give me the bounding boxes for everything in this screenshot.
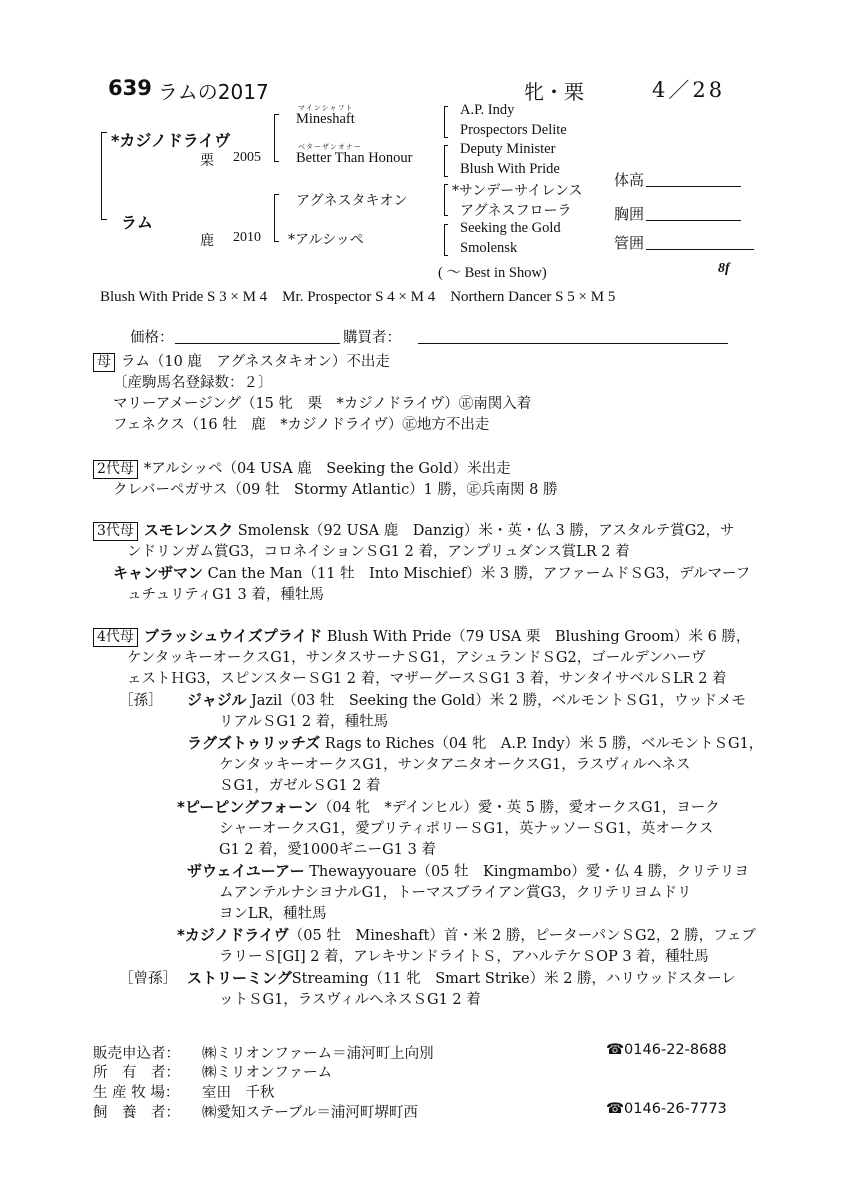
dam-sire: アグネスタキオン — [296, 193, 408, 209]
page-date: 4／28 — [652, 78, 726, 102]
breeder-label: 生 産 牧 場： — [93, 1085, 180, 1101]
dd-dam: Smolensk — [460, 240, 518, 256]
sire-sire-ruby: マインシャフト — [298, 104, 354, 112]
fourth-dam-section — [93, 626, 763, 1011]
chest-label: 胸囲 — [614, 205, 645, 223]
fourth-dam-line2: ケンタッキーオークスG1，サンタスサーナＳG1，アシュランドＳG2，ゴールデンハーヴ — [127, 650, 706, 666]
family-note: ( ～ Best in Show) — [438, 265, 547, 281]
g3-name: *ピーピングフォーン — [177, 798, 318, 816]
dam-dam: *アルシッペ — [288, 232, 364, 248]
seller-tel: ☎0146-22-8688 — [606, 1042, 727, 1058]
greatgrand-label: ［曾孫］ — [119, 971, 177, 987]
sd-dam: Blush With Pride — [460, 161, 560, 177]
second-dam-box-label: 2代母 — [93, 460, 138, 479]
g4-line1: Thewayyouare（05 牡 Kingmambo）愛・仏 4 勝，クリテリヨ — [309, 864, 749, 880]
brace-dd — [444, 224, 448, 256]
breeder: 室田 千秋 — [202, 1085, 275, 1101]
ss-dam: Prospectors Delite — [460, 122, 567, 138]
g1-line2: リアルＳG1 2 着，種牡馬 — [219, 714, 389, 730]
lot-number: 639 — [108, 76, 152, 100]
g5-line1: （05 牡 Mineshaft）首・米 2 勝，ピーターパンＳG2，2 勝，フェブ — [288, 928, 756, 944]
ds-sire: *サンデーサイレンス — [452, 183, 583, 199]
second-dam-section — [93, 459, 557, 501]
gg1-line2: ットＳG1，ラスヴィルヘネスＳG1 2 着 — [219, 992, 481, 1008]
third-dam-line2: ンドリンガム賞G3，コロネイションＳG1 2 着，アンプリュダンス賞LR 2 着 — [127, 544, 630, 560]
fourth-dam-line1: Blush With Pride（79 USA 栗 Blushing Groom）米 6 勝， — [326, 629, 751, 645]
height-label: 体高 — [614, 171, 645, 189]
third-dam-name: スモレンスク — [143, 521, 234, 539]
dam-registered-count: 〔産駒馬名登録数：２〕 — [113, 375, 273, 391]
sex-color: 牝・栗 — [524, 80, 584, 104]
owner: ㈱ミリオンファーム — [202, 1065, 333, 1081]
dam-year: 2010 — [233, 230, 261, 245]
g1-name: ジャジル — [187, 691, 247, 709]
third-dam-sub-name: キャンザマン — [113, 564, 204, 582]
brace-sire — [274, 114, 279, 162]
dam-section — [93, 352, 531, 436]
dam-foal-2: フェネクス（16 牡 鹿 *カジノドライヴ）㊣地方不出走 — [113, 417, 490, 433]
brace-ds — [444, 184, 448, 216]
third-dam-line4: ュチュリティG1 3 着，種牡馬 — [127, 587, 324, 603]
brace-main — [101, 132, 107, 220]
second-dam-foal: クレバーペガサス（09 牡 Stormy Atlantic）1 勝，㊣兵南関 8 勝 — [113, 482, 558, 498]
sd-sire: Deputy Minister — [460, 141, 556, 157]
price-line — [175, 343, 340, 344]
third-dam-box-label: 3代母 — [93, 522, 138, 541]
g5-name: *カジノドライヴ — [177, 926, 289, 944]
grandchild-label: ［孫］ — [119, 693, 163, 709]
dam-foal-1: マリーアメージング（15 牝 栗 *カジノドライヴ）㊣南関入着 — [113, 396, 532, 412]
third-dam-section — [93, 520, 750, 606]
dam-box-label: 母 — [93, 353, 115, 372]
brace-sd — [444, 145, 448, 177]
buyer-line — [418, 343, 728, 344]
sire-year: 2005 — [233, 150, 261, 165]
g2-name: ラグズトゥリッチズ — [187, 734, 321, 752]
g5-line2: ラリーＳ[GⅠ] 2 着，アレキサンドライトＳ，アハルテケＳOP 3 着，種牡馬 — [219, 949, 709, 965]
seller-label: 販売申込者： — [93, 1046, 180, 1062]
cannon-label: 管囲 — [614, 234, 645, 252]
sire-dam-ruby: ベターザンオナー — [298, 143, 362, 151]
horse-name: ラムの2017 — [158, 80, 269, 104]
family-code: 8f — [718, 261, 730, 276]
fourth-dam-name: ブラッシュウイズプライド — [143, 627, 323, 645]
g2-line2: ケンタッキーオークスG1，サンタアニタオークスG1，ラスヴィルヘネス — [219, 757, 691, 773]
keeper-tel: ☎0146-26-7773 — [606, 1101, 727, 1117]
fourth-dam-box-label: 4代母 — [93, 628, 138, 647]
g3-line1: （04 牝 *デインヒル）愛・英 5 勝，愛オークスG1，ヨーク — [317, 800, 720, 816]
keeper-label: 飼 養 者： — [93, 1105, 180, 1121]
dd-sire: Seeking the Gold — [460, 220, 561, 236]
gg1-name: ストリーミング — [187, 969, 292, 987]
g2-line1: Rags to Riches（04 牝 A.P. Indy）米 5 勝，ベルモントＳG1， — [324, 736, 764, 752]
sire-dam: Better Than Honour — [296, 150, 413, 166]
sire-name: *カジノドライヴ — [111, 131, 231, 150]
g4-name: ザウェイユーアー — [187, 862, 305, 880]
g4-line3: ヨンLR，種牡馬 — [219, 906, 327, 922]
dam-line: ラム（10 鹿 アグネスタキオン）不出走 — [121, 354, 390, 370]
gg1-line1: Streaming（11 牝 Smart Strike）米 2 勝，ハリウッドスターレ — [291, 971, 736, 987]
fourth-dam-line3: ェストＨG3，スピンスターＳG1 2 着，マザーグースＳG1 3 着，サンタイサベルＳLR 2 着 — [127, 671, 727, 687]
g4-line2: ムアンテルナシヨナルG1，トーマスブライアン賞G3，クリテリヨムドリ — [219, 885, 692, 901]
g3-line3: G1 2 着，愛1000ギニーG1 3 着 — [219, 842, 436, 858]
brace-ss — [444, 106, 448, 138]
sire-sire: Mineshaft — [296, 111, 355, 127]
second-dam-line: *アルシッペ（04 USA 鹿 Seeking the Gold）米出走 — [143, 461, 511, 477]
ss-sire: A.P. Indy — [460, 102, 515, 118]
brace-dam — [274, 194, 279, 242]
g1-line1: Jazil（03 牡 Seeking the Gold）米 2 勝，ベルモントＳG1，ウッドメモ — [250, 693, 747, 709]
keeper: ㈱愛知ステーブル＝浦河町堺町西 — [202, 1105, 418, 1121]
inbreeding: Blush With Pride S 3 × M 4 Mr. Prospector S 4 × M 4 Northern Dancer S 5 × M 5 — [100, 289, 616, 305]
height-line — [646, 186, 741, 187]
g2-line3: ＳG1，ガゼルＳG1 2 着 — [219, 778, 381, 794]
owner-label: 所 有 者： — [93, 1065, 180, 1081]
buyer-label: 購買者： — [343, 330, 401, 346]
third-dam-line1: Smolensk（92 USA 鹿 Danzig）米・英・仏 3 勝，アスタルテ賞G2，サ — [237, 523, 735, 539]
dam-name: ラム — [121, 213, 153, 232]
dam-color: 鹿 — [200, 233, 214, 249]
seller: ㈱ミリオンファーム＝浦河町上向別 — [202, 1046, 434, 1062]
price-label: 価格： — [130, 330, 174, 346]
sire-color: 栗 — [200, 153, 214, 169]
g3-line2: シャーオークスG1，愛プリティポリーＳG1，英ナッソーＳG1，英オークス — [219, 821, 714, 837]
third-dam-line3: Can the Man（11 牡 Into Mischief）米 3 勝，アファームドＳG3，デルマーフ — [207, 566, 751, 582]
cannon-line — [646, 249, 754, 250]
ds-dam: アグネスフローラ — [460, 203, 572, 219]
chest-line — [646, 220, 741, 221]
